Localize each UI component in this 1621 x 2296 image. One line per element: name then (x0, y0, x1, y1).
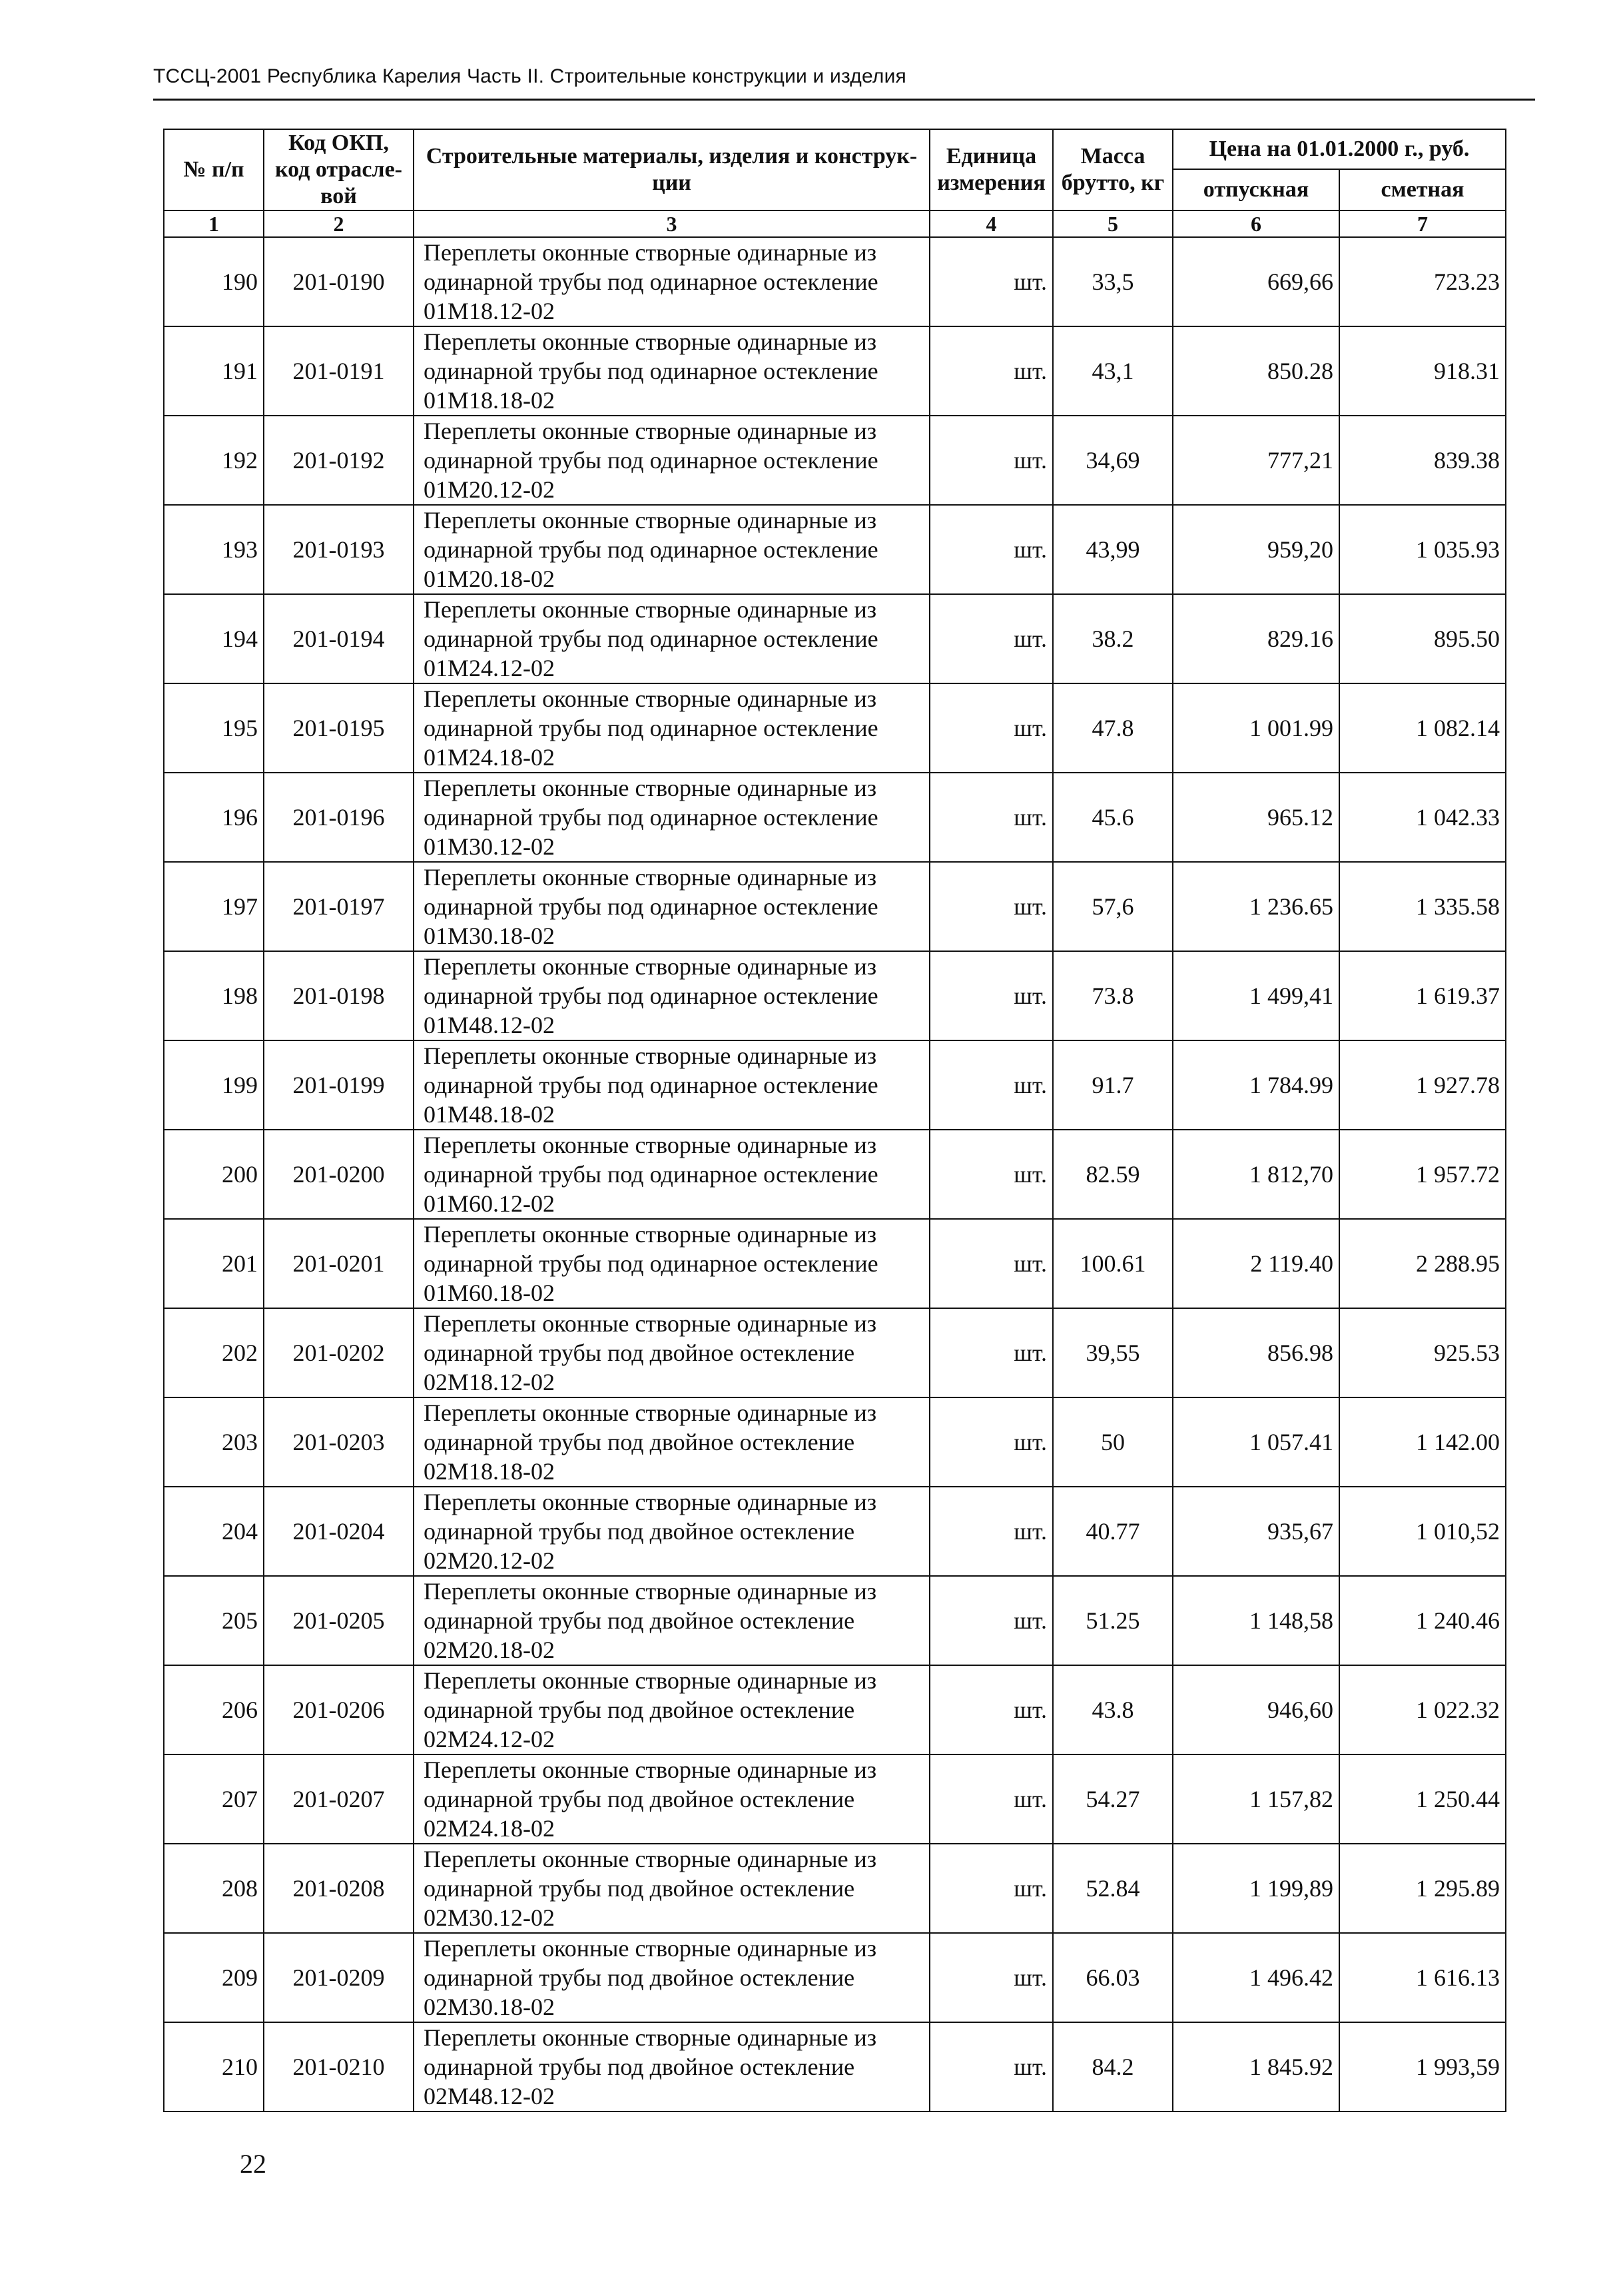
material-name-line: 02М18.18-02 (424, 1458, 555, 1485)
mass-cell: 50 (1053, 1397, 1173, 1487)
row-number: 193 (164, 505, 264, 594)
row-number: 199 (164, 1040, 264, 1130)
unit-cell: шт. (930, 683, 1053, 773)
material-name-line: 01М60.18-02 (424, 1280, 555, 1306)
table-row (164, 951, 1506, 1040)
material-name-line: Переплеты оконные створные одинарные из (424, 1578, 877, 1605)
material-name (414, 1040, 930, 1130)
material-name-line: 02М24.18-02 (424, 1815, 555, 1842)
table-row (164, 1844, 1506, 1933)
price-estimate-cell: 723.23 (1339, 237, 1506, 326)
unit-cell: шт. (930, 1754, 1053, 1844)
okp-code: 201-0199 (264, 1040, 414, 1130)
material-name-line: Переплеты оконные створные одинарные из (424, 1667, 877, 1694)
material-name-line: 01М60.12-02 (424, 1190, 555, 1217)
material-name-line: Переплеты оконные створные одинарные из (424, 1132, 877, 1158)
material-name (414, 1487, 930, 1576)
mass-cell: 51.25 (1053, 1576, 1173, 1665)
material-name-line: одинарной трубы под двойное остекление (424, 1697, 855, 1723)
material-name-line: Переплеты оконные створные одинарные из (424, 1399, 877, 1426)
table-row (164, 416, 1506, 505)
material-name-line: 01М24.18-02 (424, 744, 555, 771)
material-name (414, 1844, 930, 1933)
unit-cell: шт. (930, 1576, 1053, 1665)
material-name-line: Переплеты оконные створные одинарные из (424, 685, 877, 712)
column-number: 4 (930, 210, 1053, 237)
material-name-line: одинарной трубы под одинарное остекление (424, 536, 878, 563)
material-name-line: 01М30.18-02 (424, 923, 555, 949)
row-number: 209 (164, 1933, 264, 2022)
price-release-cell: 829.16 (1173, 594, 1339, 683)
unit-cell: шт. (930, 1219, 1053, 1308)
table-row (164, 1040, 1506, 1130)
okp-code: 201-0200 (264, 1130, 414, 1219)
column-number: 6 (1173, 210, 1339, 237)
price-release-cell: 1 148,58 (1173, 1576, 1339, 1665)
material-name-line: Переплеты оконные створные одинарные из (424, 328, 877, 355)
price-release-cell: 1 845.92 (1173, 2022, 1339, 2111)
material-name-line: одинарной трубы под одинарное остекление (424, 715, 878, 741)
column-number: 2 (264, 210, 414, 237)
header-row-1 (164, 129, 1506, 169)
unit-cell: шт. (930, 594, 1053, 683)
price-release-cell: 1 157,82 (1173, 1754, 1339, 1844)
material-name-line: Переплеты оконные створные одинарные из (424, 1935, 877, 1962)
page-number: 22 (240, 2149, 266, 2179)
column-number-row (164, 210, 1506, 237)
price-estimate-cell: 1 616.13 (1339, 1933, 1506, 2022)
price-estimate-cell: 1 295.89 (1339, 1844, 1506, 1933)
table-row (164, 1397, 1506, 1487)
okp-code: 201-0202 (264, 1308, 414, 1397)
table-row (164, 1130, 1506, 1219)
mass-cell: 66.03 (1053, 1933, 1173, 2022)
price-release-cell: 1 812,70 (1173, 1130, 1339, 1219)
row-number: 210 (164, 2022, 264, 2111)
row-number: 206 (164, 1665, 264, 1754)
price-release-cell: 946,60 (1173, 1665, 1339, 1754)
material-name (414, 594, 930, 683)
header-mass: Масса брутто, кг (1053, 129, 1173, 210)
price-estimate-cell: 918.31 (1339, 326, 1506, 416)
price-release-cell: 1 496.42 (1173, 1933, 1339, 2022)
material-name (414, 416, 930, 505)
unit-cell: шт. (930, 1933, 1053, 2022)
header-code: Код ОКП, код отрасле-вой (264, 129, 414, 210)
unit-cell: шт. (930, 773, 1053, 862)
material-name (414, 1933, 930, 2022)
mass-cell: 34,69 (1053, 416, 1173, 505)
price-estimate-cell: 839.38 (1339, 416, 1506, 505)
price-estimate-cell: 1 240.46 (1339, 1576, 1506, 1665)
okp-code: 201-0210 (264, 2022, 414, 2111)
price-estimate-cell: 1 010,52 (1339, 1487, 1506, 1576)
table-row (164, 1933, 1506, 2022)
table-row (164, 1754, 1506, 1844)
material-name-line: одинарной трубы под двойное остекление (424, 1875, 855, 1902)
okp-code: 201-0205 (264, 1576, 414, 1665)
material-name-line: Переплеты оконные створные одинарные из (424, 2024, 877, 2051)
price-release-cell: 856.98 (1173, 1308, 1339, 1397)
okp-code: 201-0203 (264, 1397, 414, 1487)
okp-code: 201-0198 (264, 951, 414, 1040)
material-name-line: 02М30.18-02 (424, 1994, 555, 2020)
row-number: 194 (164, 594, 264, 683)
okp-code: 201-0209 (264, 1933, 414, 2022)
mass-cell: 47.8 (1053, 683, 1173, 773)
price-release-cell: 777,21 (1173, 416, 1339, 505)
row-number: 208 (164, 1844, 264, 1933)
price-estimate-cell: 1 927.78 (1339, 1040, 1506, 1130)
material-name-line: одинарной трубы под одинарное остекление (424, 1161, 878, 1188)
material-name (414, 1130, 930, 1219)
unit-cell: шт. (930, 951, 1053, 1040)
okp-code: 201-0207 (264, 1754, 414, 1844)
material-name-line: одинарной трубы под одинарное остекление (424, 447, 878, 474)
material-name (414, 1308, 930, 1397)
mass-cell: 100.61 (1053, 1219, 1173, 1308)
material-name (414, 326, 930, 416)
price-estimate-cell: 925.53 (1339, 1308, 1506, 1397)
header-divider (153, 99, 1535, 101)
unit-cell: шт. (930, 862, 1053, 951)
price-table (163, 129, 1506, 2112)
table-body (164, 237, 1506, 2111)
column-number: 1 (164, 210, 264, 237)
header-num: № п/п (164, 129, 264, 210)
mass-cell: 43,99 (1053, 505, 1173, 594)
material-name (414, 1576, 930, 1665)
material-name-line: одинарной трубы под двойное остекление (424, 1786, 855, 1812)
price-release-cell: 965.12 (1173, 773, 1339, 862)
material-name (414, 1665, 930, 1754)
okp-code: 201-0191 (264, 326, 414, 416)
material-name-line: Переплеты оконные створные одинарные из (424, 507, 877, 534)
mass-cell: 43,1 (1053, 326, 1173, 416)
column-number: 3 (414, 210, 930, 237)
mass-cell: 57,6 (1053, 862, 1173, 951)
mass-cell: 84.2 (1053, 2022, 1173, 2111)
row-number: 202 (164, 1308, 264, 1397)
column-number: 7 (1339, 210, 1506, 237)
material-name (414, 1219, 930, 1308)
mass-cell: 45.6 (1053, 773, 1173, 862)
row-number: 203 (164, 1397, 264, 1487)
price-estimate-cell: 2 288.95 (1339, 1219, 1506, 1308)
material-name-line: одинарной трубы под одинарное остекление (424, 1250, 878, 1277)
mass-cell: 43.8 (1053, 1665, 1173, 1754)
price-release-cell: 1 236.65 (1173, 862, 1339, 951)
material-name-line: Переплеты оконные створные одинарные из (424, 1489, 877, 1515)
price-estimate-cell: 1 022.32 (1339, 1665, 1506, 1754)
unit-cell: шт. (930, 416, 1053, 505)
header-price-group: Цена на 01.01.2000 г., руб. (1173, 129, 1506, 169)
material-name (414, 1754, 930, 1844)
material-name (414, 2022, 930, 2111)
material-name-line: Переплеты оконные створные одинарные из (424, 864, 877, 891)
material-name-line: одинарной трубы под одинарное остекление (424, 358, 878, 384)
material-name-line: Переплеты оконные створные одинарные из (424, 1756, 877, 1783)
page-header: ТССЦ-2001 Республика Карелия Часть II. Строительные конструкции и изделия (153, 65, 906, 87)
material-name-line: Переплеты оконные створные одинарные из (424, 1310, 877, 1337)
mass-cell: 38.2 (1053, 594, 1173, 683)
unit-cell: шт. (930, 1130, 1053, 1219)
mass-cell: 52.84 (1053, 1844, 1173, 1933)
material-name-line: 01М48.12-02 (424, 1012, 555, 1038)
material-name-line: одинарной трубы под одинарное остекление (424, 893, 878, 920)
okp-code: 201-0206 (264, 1665, 414, 1754)
material-name-line: одинарной трубы под двойное остекление (424, 1964, 855, 1991)
price-release-cell: 1 784.99 (1173, 1040, 1339, 1130)
table-row (164, 1487, 1506, 1576)
table-row (164, 1665, 1506, 1754)
price-estimate-cell: 1 957.72 (1339, 1130, 1506, 1219)
price-release-cell: 959,20 (1173, 505, 1339, 594)
unit-cell: шт. (930, 237, 1053, 326)
material-name-line: 01М18.18-02 (424, 387, 555, 414)
material-name-line: 02М48.12-02 (424, 2083, 555, 2109)
material-name-line: Переплеты оконные створные одинарные из (424, 418, 877, 444)
header-price-estimate: сметная (1339, 169, 1506, 210)
row-number: 197 (164, 862, 264, 951)
unit-cell: шт. (930, 1308, 1053, 1397)
row-number: 195 (164, 683, 264, 773)
material-name-line: 01М24.12-02 (424, 655, 555, 681)
material-name-line: одинарной трубы под двойное остекление (424, 2054, 855, 2080)
row-number: 201 (164, 1219, 264, 1308)
table-row (164, 1219, 1506, 1308)
material-name-line: одинарной трубы под двойное остекление (424, 1429, 855, 1455)
table-row (164, 237, 1506, 326)
material-name-line: 02М18.12-02 (424, 1369, 555, 1395)
material-name-line: одинарной трубы под двойное остекление (424, 1339, 855, 1366)
mass-cell: 39,55 (1053, 1308, 1173, 1397)
okp-code: 201-0195 (264, 683, 414, 773)
material-name-line: Переплеты оконные створные одинарные из (424, 1042, 877, 1069)
price-release-cell: 2 119.40 (1173, 1219, 1339, 1308)
material-name-line: одинарной трубы под одинарное остекление (424, 1072, 878, 1098)
row-number: 207 (164, 1754, 264, 1844)
row-number: 190 (164, 237, 264, 326)
price-estimate-cell: 1 082.14 (1339, 683, 1506, 773)
material-name-line: 02М30.12-02 (424, 1904, 555, 1931)
row-number: 200 (164, 1130, 264, 1219)
table-row (164, 505, 1506, 594)
table-row (164, 1308, 1506, 1397)
okp-code: 201-0190 (264, 237, 414, 326)
unit-cell: шт. (930, 1665, 1053, 1754)
price-release-cell: 1 057.41 (1173, 1397, 1339, 1487)
row-number: 196 (164, 773, 264, 862)
material-name-line: одинарной трубы под одинарное остекление (424, 625, 878, 652)
unit-cell: шт. (930, 1487, 1053, 1576)
material-name-line: Переплеты оконные створные одинарные из (424, 239, 877, 266)
okp-code: 201-0194 (264, 594, 414, 683)
material-name-line: Переплеты оконные створные одинарные из (424, 953, 877, 980)
material-name-line: 02М24.12-02 (424, 1726, 555, 1752)
price-release-cell: 1 001.99 (1173, 683, 1339, 773)
material-name-line: одинарной трубы под одинарное остекление (424, 982, 878, 1009)
table-row (164, 326, 1506, 416)
mass-cell: 82.59 (1053, 1130, 1173, 1219)
header-price-release: отпускная (1173, 169, 1339, 210)
unit-cell: шт. (930, 1040, 1053, 1130)
price-estimate-cell: 1 142.00 (1339, 1397, 1506, 1487)
material-name-line: одинарной трубы под одинарное остекление (424, 268, 878, 295)
header-name: Строительные материалы, изделия и конструк-ции (414, 129, 930, 210)
price-estimate-cell: 1 335.58 (1339, 862, 1506, 951)
price-estimate-cell: 1 035.93 (1339, 505, 1506, 594)
material-name-line: 01М20.12-02 (424, 476, 555, 503)
row-number: 198 (164, 951, 264, 1040)
okp-code: 201-0197 (264, 862, 414, 951)
mass-cell: 40.77 (1053, 1487, 1173, 1576)
price-estimate-cell: 895.50 (1339, 594, 1506, 683)
price-release-cell: 669,66 (1173, 237, 1339, 326)
table-row (164, 773, 1506, 862)
price-estimate-cell: 1 619.37 (1339, 951, 1506, 1040)
material-name-line: одинарной трубы под одинарное остекление (424, 804, 878, 831)
material-name-line: 01М48.18-02 (424, 1101, 555, 1128)
material-name-line: 01М30.12-02 (424, 833, 555, 860)
okp-code: 201-0193 (264, 505, 414, 594)
okp-code: 201-0196 (264, 773, 414, 862)
mass-cell: 73.8 (1053, 951, 1173, 1040)
row-number: 191 (164, 326, 264, 416)
table-row (164, 1576, 1506, 1665)
header-unit: Единица измерения (930, 129, 1053, 210)
row-number: 192 (164, 416, 264, 505)
table-row (164, 2022, 1506, 2111)
column-number: 5 (1053, 210, 1173, 237)
price-release-cell: 1 199,89 (1173, 1844, 1339, 1933)
material-name-line: Переплеты оконные створные одинарные из (424, 1846, 877, 1872)
material-name-line: 02М20.18-02 (424, 1637, 555, 1663)
mass-cell: 54.27 (1053, 1754, 1173, 1844)
price-release-cell: 1 499,41 (1173, 951, 1339, 1040)
unit-cell: шт. (930, 505, 1053, 594)
material-name (414, 1397, 930, 1487)
unit-cell: шт. (930, 1397, 1053, 1487)
okp-code: 201-0192 (264, 416, 414, 505)
table-row (164, 594, 1506, 683)
table-row (164, 683, 1506, 773)
material-name-line: Переплеты оконные створные одинарные из (424, 596, 877, 623)
unit-cell: шт. (930, 326, 1053, 416)
mass-cell: 91.7 (1053, 1040, 1173, 1130)
material-name (414, 237, 930, 326)
price-estimate-cell: 1 042.33 (1339, 773, 1506, 862)
price-estimate-cell: 1 250.44 (1339, 1754, 1506, 1844)
material-name (414, 505, 930, 594)
okp-code: 201-0201 (264, 1219, 414, 1308)
okp-code: 201-0208 (264, 1844, 414, 1933)
row-number: 204 (164, 1487, 264, 1576)
okp-code: 201-0204 (264, 1487, 414, 1576)
unit-cell: шт. (930, 1844, 1053, 1933)
material-name-line: Переплеты оконные створные одинарные из (424, 1221, 877, 1248)
material-name (414, 773, 930, 862)
material-name-line: одинарной трубы под двойное остекление (424, 1518, 855, 1545)
mass-cell: 33,5 (1053, 237, 1173, 326)
price-release-cell: 850.28 (1173, 326, 1339, 416)
price-estimate-cell: 1 993,59 (1339, 2022, 1506, 2111)
material-name-line: одинарной трубы под двойное остекление (424, 1607, 855, 1634)
material-name-line: 01М20.18-02 (424, 566, 555, 592)
price-release-cell: 935,67 (1173, 1487, 1339, 1576)
table-row (164, 862, 1506, 951)
material-name (414, 862, 930, 951)
material-name-line: Переплеты оконные створные одинарные из (424, 775, 877, 801)
unit-cell: шт. (930, 2022, 1053, 2111)
material-name-line: 02М20.12-02 (424, 1547, 555, 1574)
row-number: 205 (164, 1576, 264, 1665)
material-name (414, 683, 930, 773)
material-name-line: 01М18.12-02 (424, 298, 555, 324)
material-name (414, 951, 930, 1040)
